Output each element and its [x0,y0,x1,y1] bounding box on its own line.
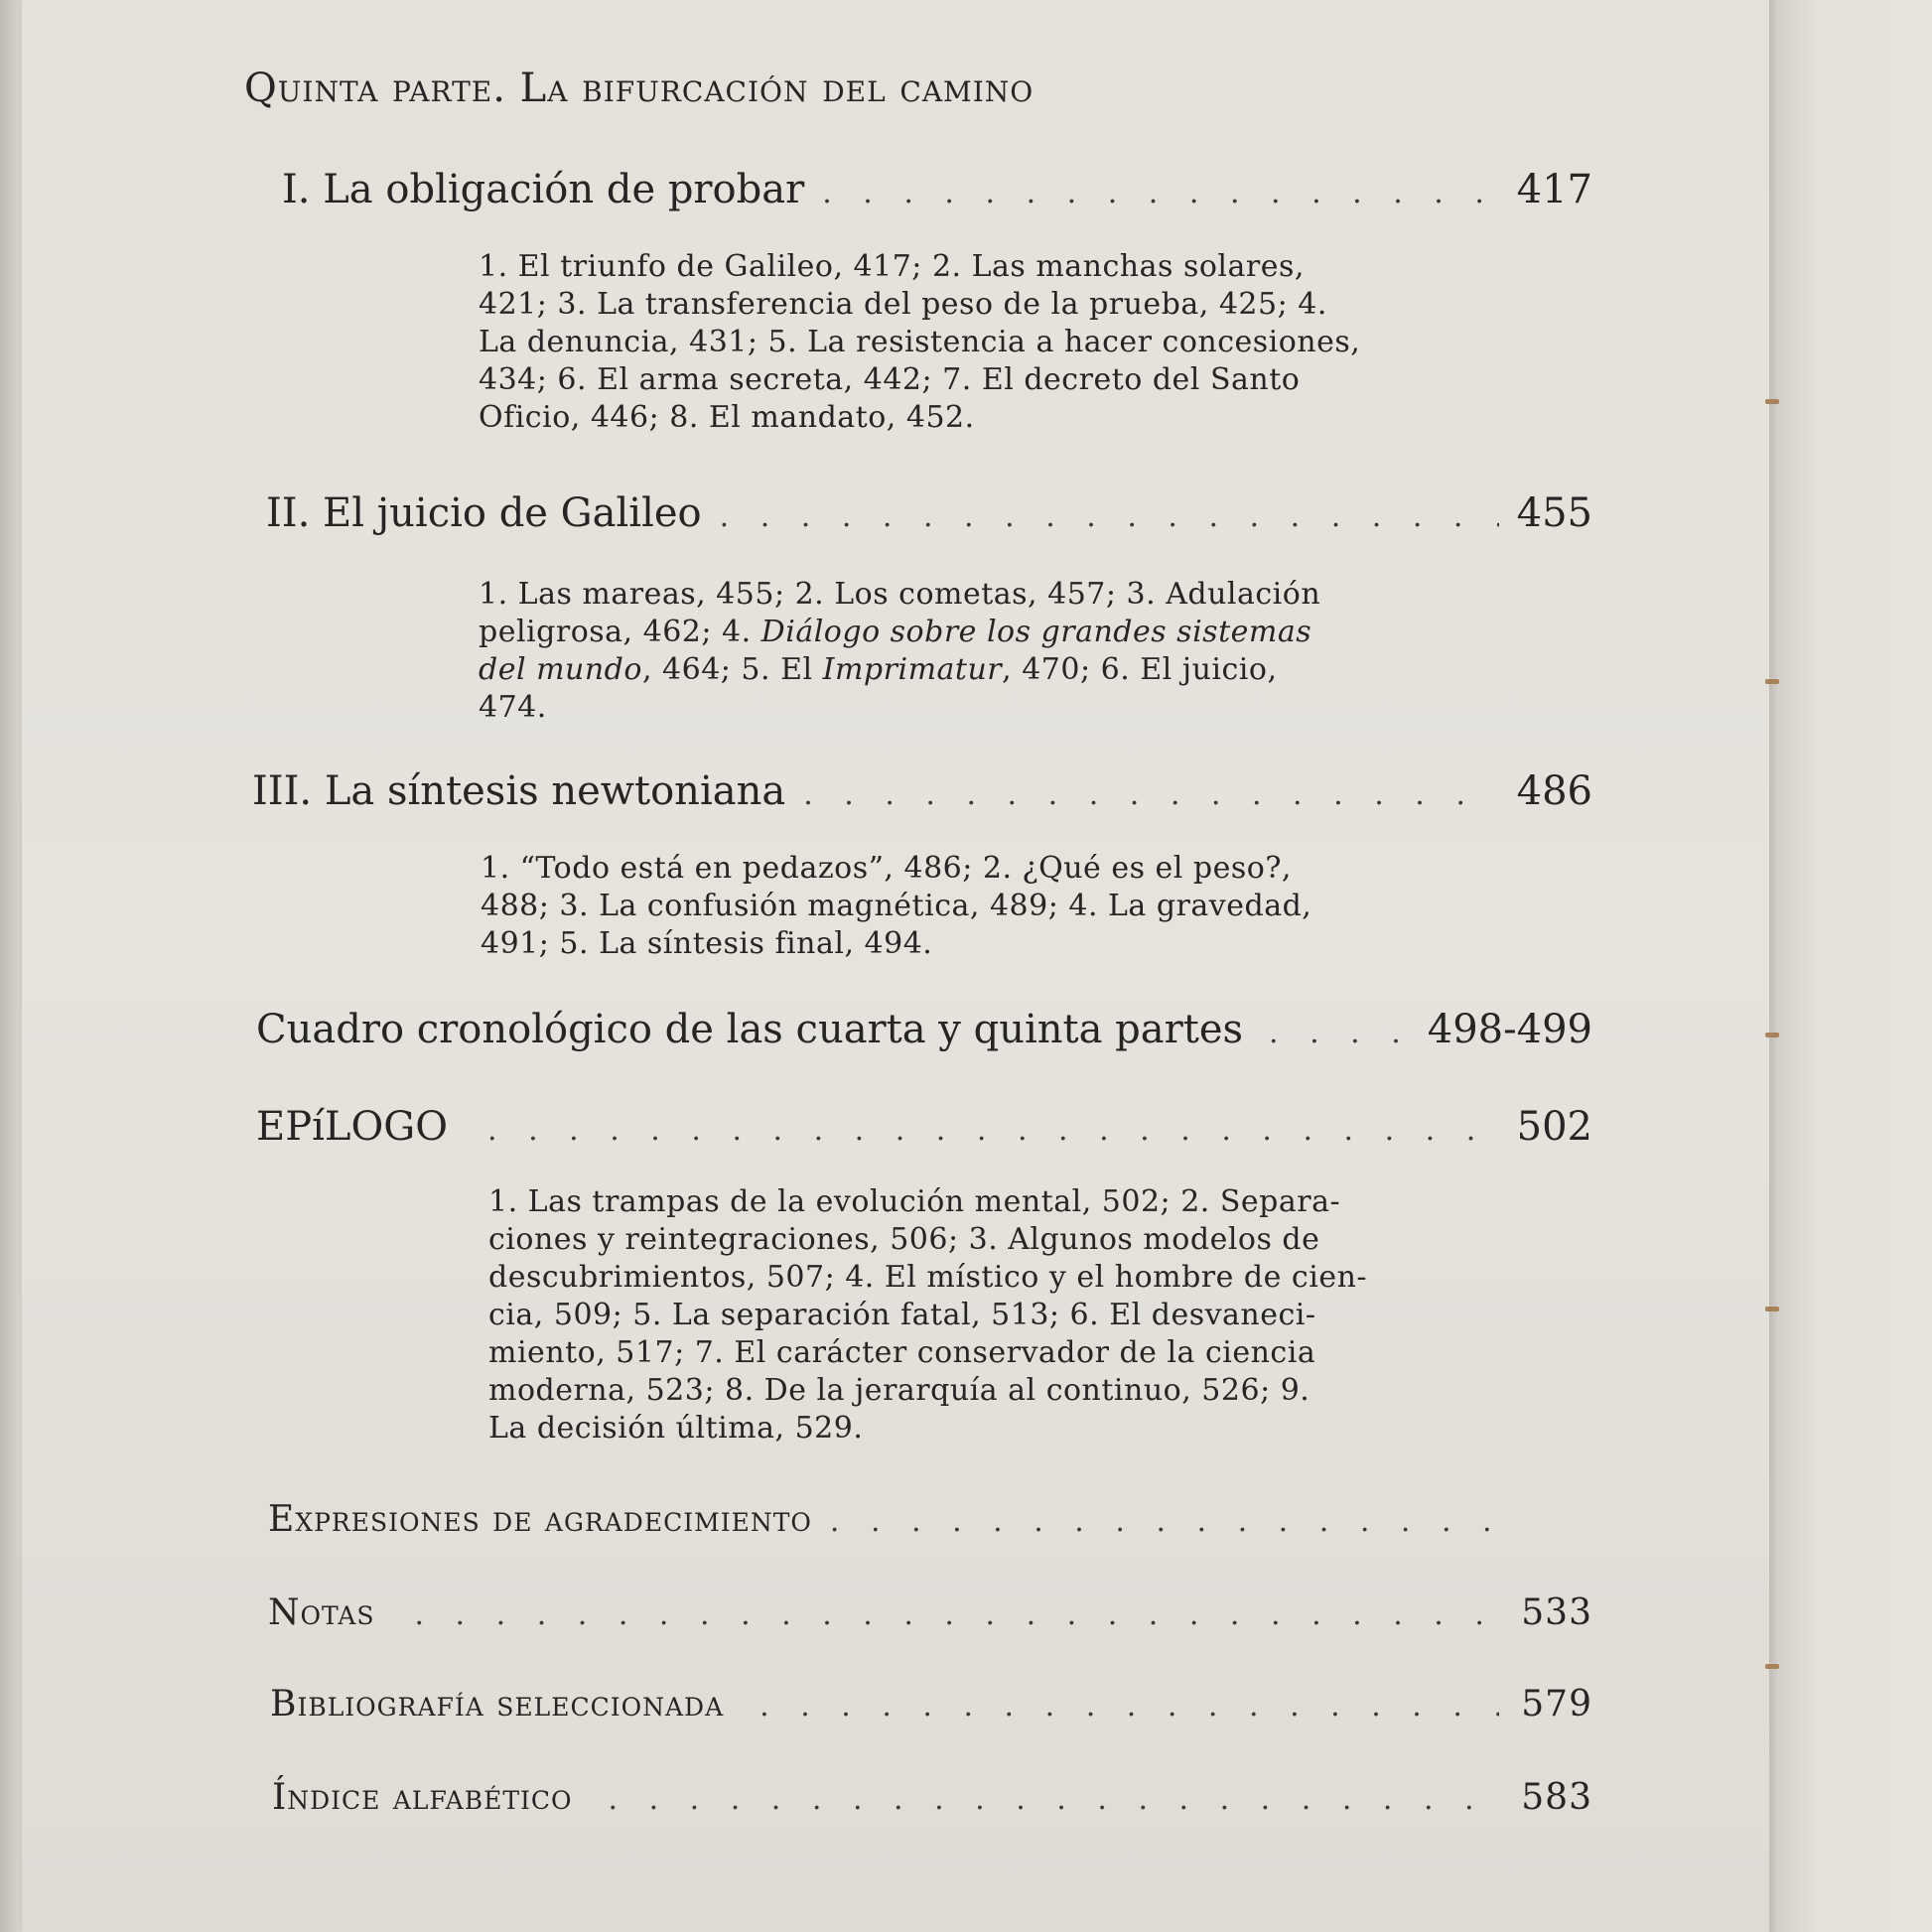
dot-leader [830,1504,1499,1539]
subsection-text: peligrosa, 462; 4. [479,615,761,649]
subsection-line: ciones y reintegraciones, 506; 3. Algunos modelos de [488,1222,1320,1257]
subsection-text: , 464; 5. El [641,652,823,687]
subsection-line: 421; 3. La transferencia del peso de la prueba, 425; 4. [479,287,1327,322]
subsection-line: 434; 6. El arma secreta, 442; 7. El decreto del Santo [479,362,1301,397]
subsection-line: descubrimientos, 507; 4. El místico y el hombre de cien- [488,1260,1368,1295]
binding-stitch [1765,1664,1779,1669]
dot-leader [803,777,1499,812]
chapter-title: II. El juicio de Galileo [266,490,702,536]
binding-stitch [1765,1307,1779,1311]
chapter-3-subsections [481,850,1481,963]
subsection-line: La decisión última, 529. [488,1411,864,1446]
dot-leader [1269,1016,1414,1050]
back-matter-title: Bibliografía seleccionada [270,1684,725,1725]
binding-stitch [1765,1033,1779,1037]
chapter-1-subsections [479,248,1481,437]
toc-entry-notes [268,1592,1592,1633]
page-number: 486 [1516,768,1592,814]
toc-entry-chapter-1 [282,167,1592,212]
subsection-line: miento, 517; 7. El carácter conservador de la ciencia [488,1335,1316,1370]
page-number: 498-499 [1427,1007,1592,1052]
toc-entry-chapter-3 [252,768,1592,814]
subsection-line: moderna, 523; 8. De la jerarquía al continuo, 526; 9. [488,1373,1311,1408]
chronology-title: Cuadro cronológico de las cuarta y quinta partes [256,1007,1244,1052]
dot-leader [414,1597,1499,1632]
dot-leader [487,1113,1499,1148]
page-number: 417 [1516,167,1592,212]
dot-leader [759,1689,1499,1724]
subsection-text: , 470; 6. El juicio, [1002,652,1278,687]
toc-entry-index [272,1777,1592,1818]
facing-page-edge [1777,0,1932,1932]
toc-entry-epilogue [256,1104,1592,1150]
toc-entry-acknowledgements [268,1499,1592,1540]
term-italic: Imprimatur [822,652,1003,687]
binding-stitch [1765,679,1779,684]
toc-entry-chronology [256,1007,1592,1052]
subsection-line: La denuncia, 431; 5. La resistencia a hacer concesiones, [479,325,1361,359]
subsection-line: 1. Las mareas, 455; 2. Los cometas, 457; 3. Adulación [479,577,1321,612]
part-heading: Quinta parte. La bifurcación del camino [244,66,1035,111]
toc-entry-bibliography [270,1684,1592,1725]
subsection-line: cia, 509; 5. La separación fatal, 513; 6. El desvaneci- [488,1298,1316,1332]
subsection-line: 491; 5. La síntesis final, 494. [481,926,933,961]
work-title-italic: del mundo [479,652,642,687]
subsection-line: 1. “Todo está en pedazos”, 486; 2. ¿Qué es el peso?, [481,851,1292,886]
subsection-line: 1. El triunfo de Galileo, 417; 2. Las manchas solares, [479,249,1305,284]
chapter-title: I. La obligación de probar [282,167,805,212]
chapter-2-subsections [479,576,1481,727]
subsection-line: 1. Las trampas de la evolución mental, 502; 2. Separa- [488,1184,1341,1219]
page-number: 583 [1521,1777,1592,1818]
subsection-line: 488; 3. La confusión magnética, 489; 4. La gravedad, [481,889,1312,923]
page-number: 533 [1521,1592,1592,1633]
subsection-line [479,614,1481,651]
page-number: 579 [1521,1684,1592,1725]
back-matter-title: Notas [268,1592,375,1633]
page-number: 455 [1516,490,1592,536]
work-title-italic: Diálogo sobre los grandes sistemas [760,615,1312,649]
dot-leader [609,1782,1499,1817]
chapter-title: III. La síntesis newtoniana [252,768,786,814]
spine-edge [1769,0,1777,1932]
subsection-line: Oficio, 446; 8. El mandato, 452. [479,400,975,435]
subsection-line [479,651,1481,689]
toc-entry-chapter-2 [266,490,1592,536]
epilogue-subsections [488,1183,1481,1448]
back-matter-title: Índice alfabético [272,1777,573,1818]
back-matter-title: Expresiones de agradecimiento [268,1499,812,1540]
subsection-line: 474. [479,690,547,725]
dot-leader [720,499,1499,534]
epilogue-title: EPíLOGO [256,1104,449,1150]
page-number: 502 [1516,1104,1592,1150]
binding-stitch [1765,399,1779,404]
dot-leader [822,176,1499,210]
